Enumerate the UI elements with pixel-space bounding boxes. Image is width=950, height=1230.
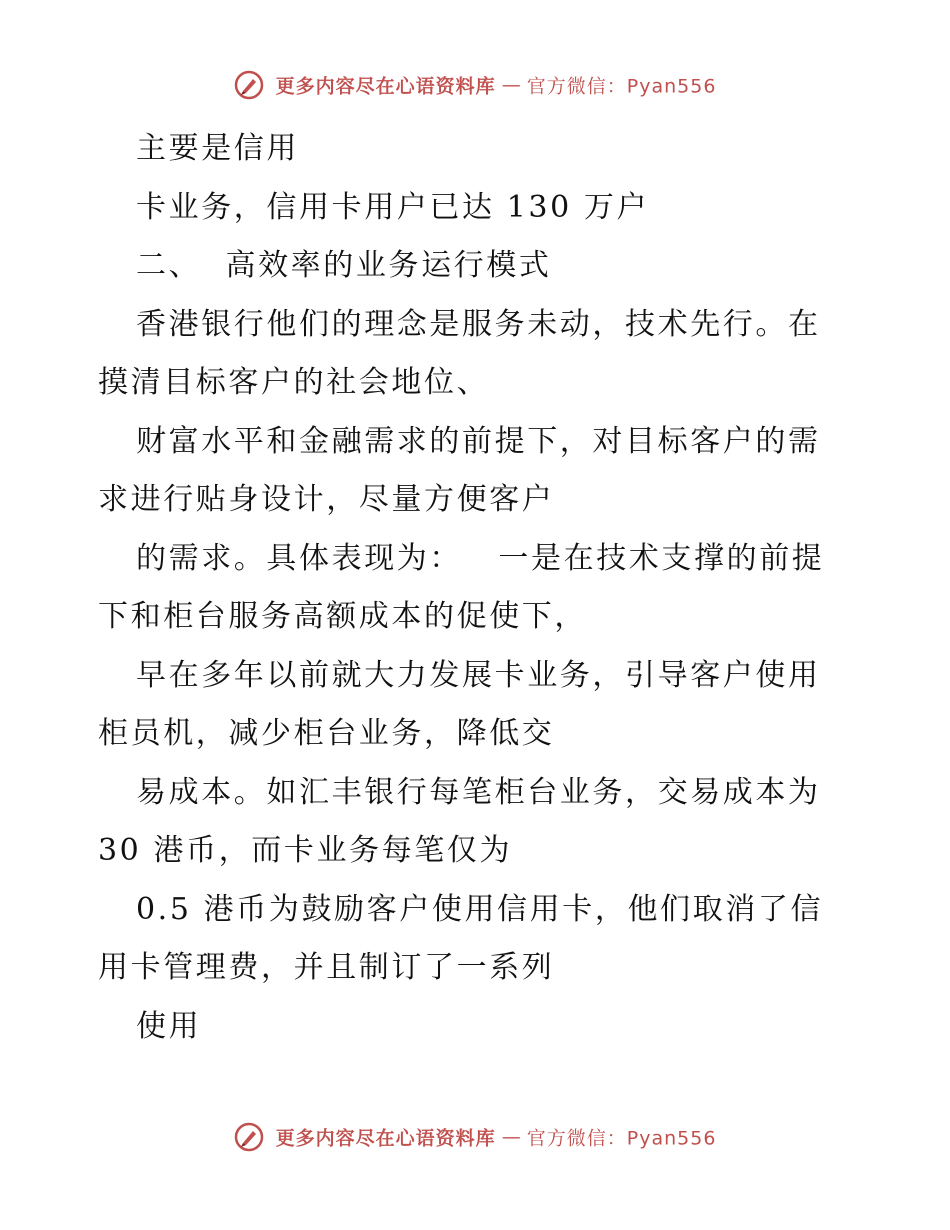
text-line: 卡业务，信用卡用户已达 130 万户: [136, 189, 650, 225]
text-line: 30 港币，而卡业务每笔仅为: [98, 833, 513, 868]
text-line: 使用: [136, 1008, 202, 1044]
text-line: 主要是信用: [136, 131, 299, 166]
text-line: 早在多年以前就大力发展卡业务，引导客户使用: [136, 657, 821, 693]
header-watermark: [0, 70, 950, 100]
footer-watermark: [0, 1122, 950, 1152]
watermark-wechat: 官方微信：Pyan556: [526, 75, 717, 98]
document-body: [98, 120, 858, 1056]
pen-logo-icon: [234, 1122, 264, 1152]
text-line: 0.5 港币为鼓励客户使用信用卡，他们取消了信: [136, 891, 824, 927]
text-line: 柜员机，减少柜台业务，降低交: [98, 716, 555, 751]
text-line: 二、 高效率的业务运行模式: [136, 248, 552, 283]
text-line: 求进行贴身设计，尽量方便客户: [98, 482, 555, 517]
text-line: 财富水平和金融需求的前提下，对目标客户的需: [136, 423, 821, 459]
text-line: 下和柜台服务高额成本的促使下，: [98, 599, 587, 634]
watermark-dash: —: [501, 74, 521, 96]
watermark-dash: —: [501, 1126, 521, 1148]
watermark-wechat: 官方微信：Pyan556: [526, 1127, 717, 1150]
text-line: 的需求。具体表现为： 一是在技术支撑的前提: [136, 540, 825, 576]
text-line: 用卡管理费，并且制订了一系列: [98, 950, 555, 985]
watermark-text: 更多内容尽在心语资料库: [275, 1127, 496, 1150]
watermark-text: 更多内容尽在心语资料库: [275, 75, 496, 98]
pen-logo-icon: [234, 70, 264, 100]
text-line: 香港银行他们的理念是服务未动，技术先行。在: [136, 306, 821, 342]
text-line: 摸清目标客户的社会地位、: [98, 365, 490, 400]
text-line: 易成本。如汇丰银行每笔柜台业务，交易成本为: [136, 774, 821, 810]
